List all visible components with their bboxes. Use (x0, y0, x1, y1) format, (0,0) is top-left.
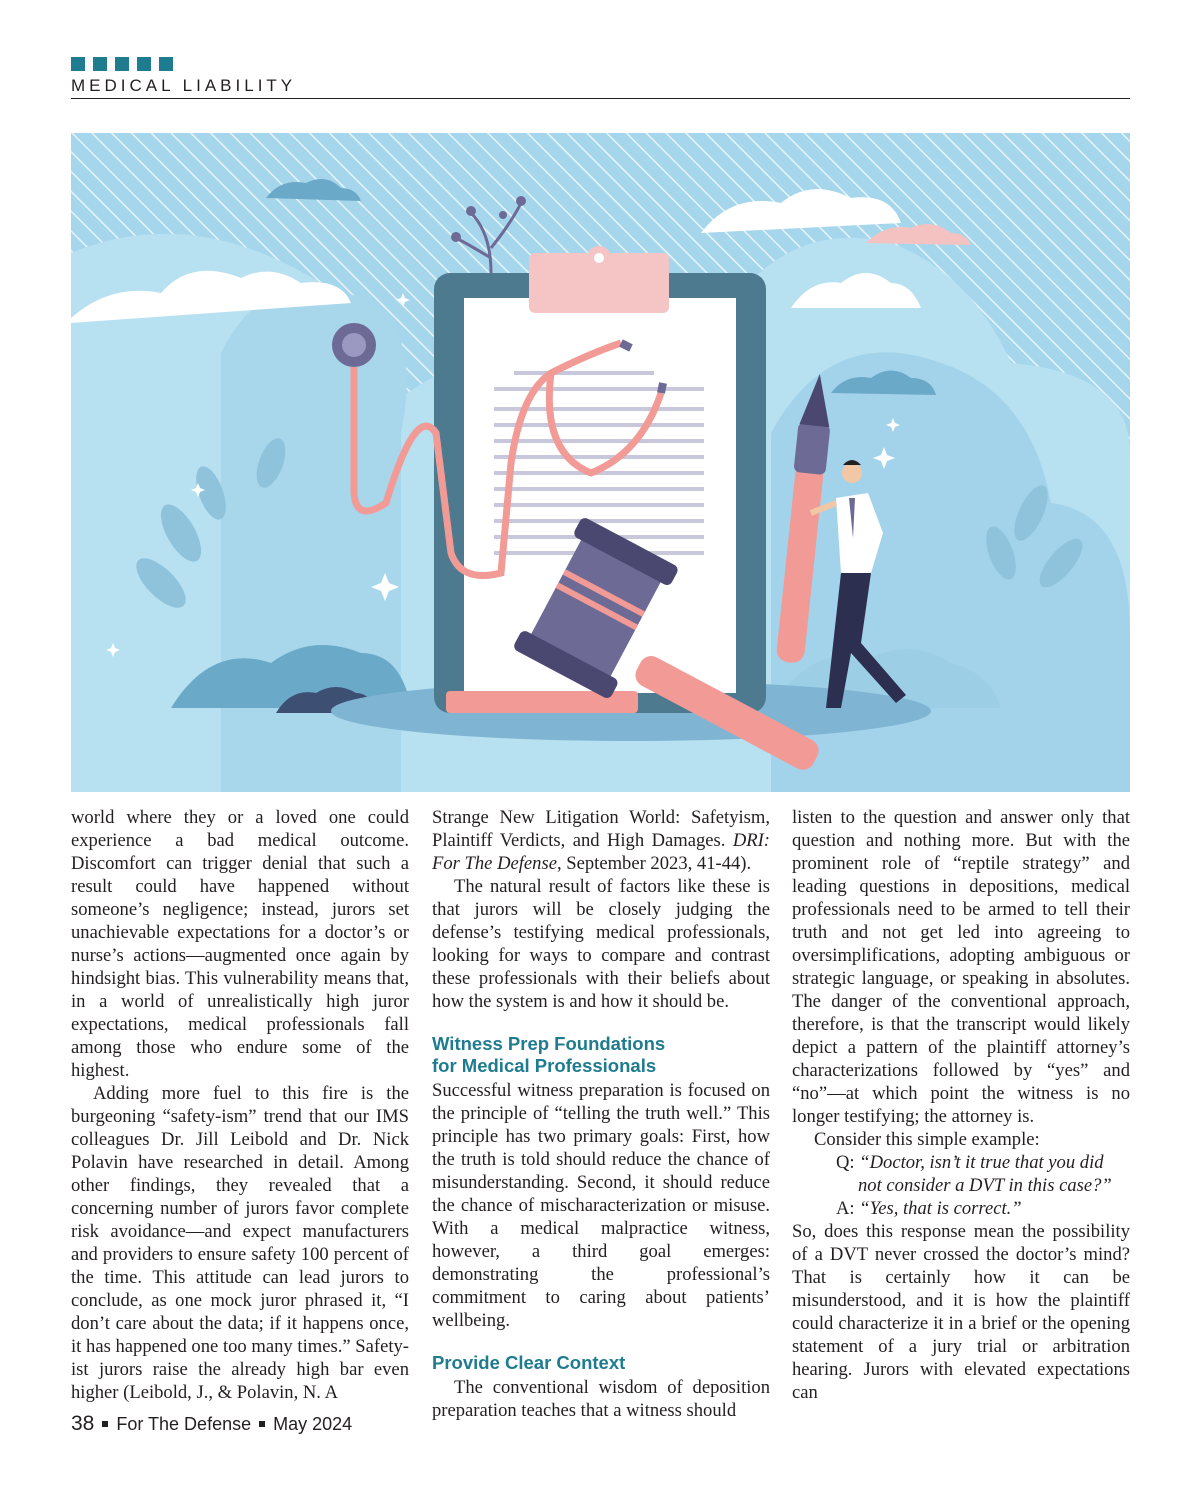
section-label: MEDICAL LIABILITY (71, 76, 297, 95)
subheading-clear-context: Provide Clear Context (432, 1352, 626, 1373)
paragraph: listen to the question and answer only that question and nothing more. But with the prominent role of “reptile strategy” and leading questions in depositions, medical professionals need to be armed to tell their truth and not get led into agreeing to oversimplifications, adopting ambiguous or strategic language, or speaking in absolutes. The danger of the conventional approach, therefore, is that the transcript would likely depict a pattern of the plaintiff attorney’s characterizations followed by “yes” and “no”—at which point the witness is no longer testifying; the attorney is. (792, 807, 1130, 1127)
paragraph: The conventional wisdom of deposition preparation teaches that a witness should (432, 1377, 770, 1421)
citation-title: DRI: For The Defense (432, 830, 770, 874)
example-question-cont: not consider a DVT in this case?” (858, 1175, 1112, 1196)
column-3 (792, 806, 1130, 1404)
paragraph: The natural result of factors like these is that jurors will be closely judging the defense’s testifying medical professionals, looking for ways to compare and contrast these professionals with their beliefs about how the system is and how it should be. (432, 876, 770, 1012)
separator-dot (102, 1421, 108, 1427)
separator-dot (259, 1421, 265, 1427)
paragraph: Consider this simple example: (814, 1129, 1040, 1150)
hero-illustration (71, 133, 1130, 792)
example-answer: A: “Yes, that is correct.” (836, 1198, 1022, 1219)
column-1 (71, 806, 409, 1404)
example-question: Q: “Doctor, isn’t it true that you did (836, 1152, 1104, 1173)
paragraph: Strange New Litigation World: Safetyism, Plaintiff Verdicts, and High Damages. DRI: For The Defense, September 2023, 41-44). (432, 807, 770, 874)
publication-name: For The Defense (116, 1413, 252, 1434)
paragraph: world where they or a loved one could experience a bad medical outcome. Discomfort can trigger denial that such a result could have happened without someone’s negligence; instead, jurors set unachievable expectations for a doctor’s or nurse’s actions—augmented once again by hindsight bias. This vulnerability means that, in a world of unrealistically high juror expectations, medical professionals fall among those who endure some of the highest. (71, 807, 409, 1081)
page-number: 38 (71, 1412, 95, 1435)
paragraph: Successful witness preparation is focused on the principle of “telling the truth well.” This principle has two primary goals: First, how the truth is told should reduce the chance of misunderstanding. Second, it should reduce the chance of mischaracterization or misuse. With a medical malpractice witness, however, a third goal emerges: demonstrating the professional’s commitment to caring about patients’ wellbeing. (432, 1080, 770, 1331)
page-footer (71, 1412, 352, 1436)
paragraph: Adding more fuel to this fire is the burgeoning “safety-ism” trend that our IMS colleagues Dr. Jill Leibold and Dr. Nick Polavin have researched in detail. Among other findings, they revealed that a concerning number of jurors favor complete risk avoidance—and expect manufacturers and providers to ensure safety 100 percent of the time. This attitude can lead jurors to conclude, as one mock juror phrased it, “I don’t care about the data; if it happens once, it has happened one too many times.” Safety-ist jurors raise the already high bar even higher (Leibold, J., & Polavin, N. A (71, 1083, 409, 1403)
column-2 (432, 806, 770, 1422)
paragraph: So, does this response mean the possibility of a DVT never crossed the doctor’s mind? That is certainly how it can be misunderstood, and it is how the plaintiff could characterize it in a brief or the opening statement of a jury trial or arbitration hearing. Jurors with elevated expectations can (792, 1221, 1130, 1403)
issue-date: May 2024 (273, 1413, 353, 1434)
header-rule (71, 98, 1130, 99)
subheading-witness-prep: Witness Prep Foundations for Medical Professionals (432, 1033, 666, 1076)
section-marker-squares (71, 57, 173, 71)
